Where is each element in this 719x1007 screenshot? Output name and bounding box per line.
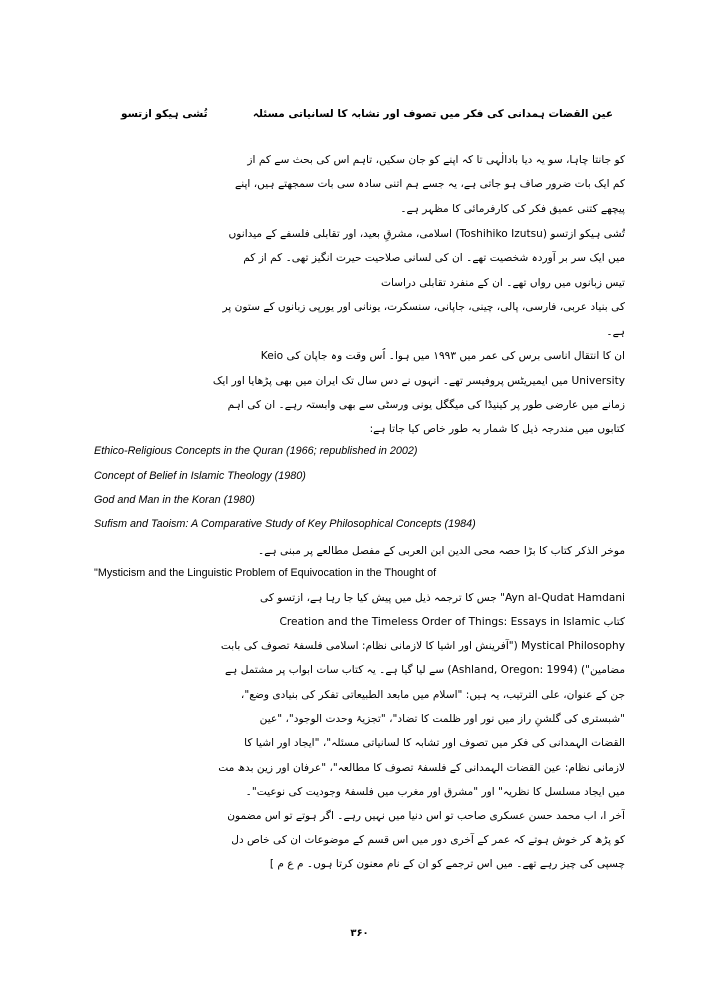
book-title-4: Sufism and Taoism: A Comparative Study of Key Philosophical Concepts (1984) — [94, 518, 476, 530]
body-line: زمانے میں عارضی طور پر کینیڈا کی میگگل یونی ورسٹی سے بھی وابستہ رہے۔ ان کی اہم — [227, 399, 625, 411]
body-line: میں ایک سر بر آوردہ شخصیت تھے۔ ان کی لسانی صلاحیت حیرت انگیز تھی۔ کم از کم — [243, 252, 625, 264]
body-line: ہے۔ — [606, 326, 625, 338]
body-line: کو جانتا چاہا، سو یہ دیا بادالٰہی تا کہ اپنے کو جان سکیں، تاہم اس کی بحث سے کم از — [247, 154, 625, 166]
body-line: کم ایک بات ضرور صاف ہو جاتی ہے، یہ جسے ہم اتنی سادہ سی بات سمجھتے ہیں، اپنے — [235, 178, 625, 190]
essay-title-line: "Mysticism and the Linguistic Problem of Equivocation in the Thought of — [94, 567, 437, 579]
body-line: کو پڑھ کر خوش ہوتے کہ عمر کے آخری دور میں اس قسم کے موضوعات ان کی خاص دل — [231, 834, 625, 846]
body-line: جن کے عنوان، علی الترتیب، یہ ہیں: "اسلام میں مابعد الطبیعاتی تفکر کی بنیادی وضع"، — [240, 689, 625, 701]
body-line: کتابوں میں مندرجہ ذیل کا شمار بہ طور خاص کیا جاتا ہے: — [369, 423, 625, 435]
body-line: لازمانی نظام: عین القضات الہمدانی کے فلسفۂ تصوف کا مطالعہ"، "عرفان اور زین بدھ مت — [218, 762, 625, 774]
book-title-2: Concept of Belief in Islamic Theology (1980) — [94, 470, 306, 482]
running-author: تُشی ہیکو ازتسو — [121, 108, 208, 120]
body-line: Mystical Philosophy ("آفرینش اور اشیا کا لازمانی نظام: اسلامی فلسفۂ تصوف کی بابت — [220, 640, 625, 652]
body-line: مضامین") (Ashland, Oregon: 1994) سے لیا گیا ہے۔ یہ کتاب سات ابواب پر مشتمل ہے — [224, 664, 625, 676]
book-title-3: God and Man in the Koran (1980) — [94, 494, 255, 506]
body-line: کی بنیاد عربی، فارسی، پالی، چینی، جاپانی، سنسکرت، یونانی اور یورپی زبانوں کے ستون پر — [222, 301, 625, 313]
body-line: ان کا انتقال اناسی برس کی عمر میں ۱۹۹۳ میں ہوا۔ اُس وقت وہ جاپان کی Keio — [260, 350, 625, 362]
body-line: Ayn al-Qudat Hamdani" جس کا ترجمہ ذیل میں پیش کیا جا رہا ہے، ازتسو کی — [260, 592, 625, 604]
body-line: کتاب Creation and the Timeless Order of Things: Essays in Islamic — [279, 616, 625, 628]
body-line: موخر الذکر کتاب کا بڑا حصہ محی الدین ابن العربی کے مفصل مطالعے پر مبنی ہے۔ — [258, 545, 625, 557]
body-line: القضات الہمدانی کی فکر میں تصوف اور تشابہ کا لسانیاتی مسئلہ"، "ایجاد اور اشیا کا — [244, 737, 625, 749]
body-line: چسپی کی چیز رہے تھے۔ میں اس ترجمے کو ان کے نام معنون کرتا ہوں۔ م ع م ] — [269, 858, 625, 870]
book-title-1: Ethico-Religious Concepts in the Quran (1966; republished in 2002) — [94, 445, 418, 457]
body-line: پیچھے کتنی عمیق فکر کی کارفرمائی کا مظہر ہے۔ — [400, 203, 625, 215]
body-line: University میں ایمیریٹس پروفیسر تھے۔ انہوں نے دس سال تک ایران میں بھی پڑھایا اور ایک — [212, 375, 625, 387]
page-number: ۳۶۰ — [350, 928, 369, 939]
body-line: تیس زبانوں میں رواں تھے۔ ان کے منفرد تقابلی دراسات — [380, 277, 625, 289]
body-line: تُشی ہیکو ازتسو (Toshihiko Izutsu) اسلامی، مشرقِ بعید، اور تقابلی فلسفے کے میدانوں — [228, 228, 625, 240]
running-title: عین القضات ہمدانی کی فکر میں تصوف اور تشابہ کا لسانیاتی مسئلہ — [252, 108, 613, 120]
body-line: میں ایجاد مسلسل کا نظریہ" اور "مشرق اور مغرب میں فلسفۂ وجودیت کی نوعیت"۔ — [245, 786, 625, 798]
body-line: "شبستری کی گلشنِ راز میں نور اور ظلمت کا تضاد"، "تجزیۂ وحدت الوجود"، "عین — [259, 713, 625, 725]
body-line: آخر ا، اب محمد حسن عسکری صاحب تو اس دنیا میں نہیں رہے۔ اگر ہوتے تو اس مضمون — [227, 810, 625, 822]
